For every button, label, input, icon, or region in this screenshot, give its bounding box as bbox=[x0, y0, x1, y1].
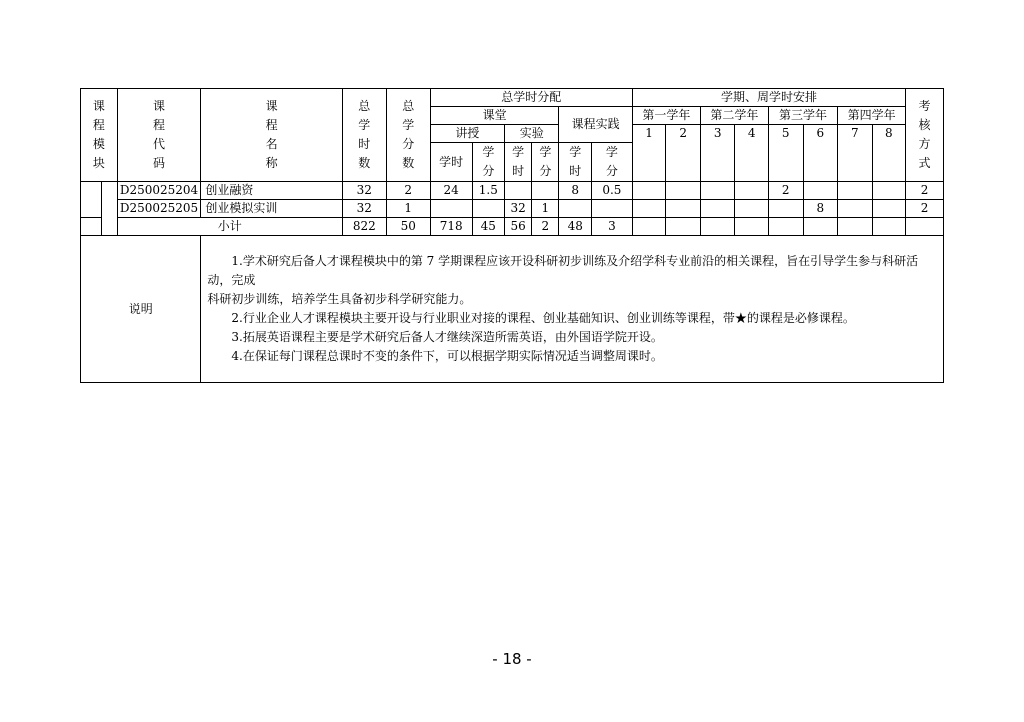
cell-sem-7 bbox=[838, 182, 873, 200]
header-lab: 实验 bbox=[505, 125, 559, 143]
cell-sem-2 bbox=[666, 200, 701, 218]
cell-lecture-hours: 24 bbox=[430, 182, 472, 200]
subtotal-sem-8 bbox=[872, 218, 906, 236]
subtotal-assessment bbox=[906, 218, 944, 236]
header-schedule: 学期、周学时安排 bbox=[632, 89, 905, 107]
header-practice-hours: 学 时 bbox=[559, 143, 591, 182]
subtotal-sem-2 bbox=[666, 218, 701, 236]
cell-total-credits: 1 bbox=[386, 200, 430, 218]
cell-sem-4 bbox=[735, 182, 769, 200]
header-year-1: 第一学年 bbox=[632, 107, 700, 125]
cell-total-hours: 32 bbox=[342, 182, 386, 200]
cell-sem-8 bbox=[872, 200, 906, 218]
note-line-1: 1.学术研究后备人才课程模块中的第 7 学期课程应该开设科研初步训练及介绍学科专业前沿的相关课程，旨在引导学生参与科研活动，完成 bbox=[207, 254, 919, 287]
module-cell-inner bbox=[101, 182, 117, 236]
note-line-4: 4.在保证每门课程总课时不变的条件下，可以根据学期实际情况适当调整周课时。 bbox=[231, 349, 663, 363]
header-year-2: 第二学年 bbox=[700, 107, 768, 125]
cell-sem-5: 2 bbox=[768, 182, 803, 200]
cell-sem-8 bbox=[872, 182, 906, 200]
course-code: D250025205 bbox=[117, 200, 201, 218]
header-year-4: 第四学年 bbox=[838, 107, 906, 125]
cell-sem-4 bbox=[735, 200, 769, 218]
header-semester-2: 2 bbox=[666, 125, 701, 182]
header-row-1 bbox=[81, 89, 944, 107]
header-semester-4: 4 bbox=[735, 125, 769, 182]
header-lab-hours: 学 时 bbox=[505, 143, 532, 182]
header-semester-7: 7 bbox=[838, 125, 873, 182]
cell-lab-hours: 32 bbox=[505, 200, 532, 218]
cell-practice-credits: 0.5 bbox=[591, 182, 632, 200]
curriculum-table bbox=[80, 88, 944, 383]
note-line-2: 2.行业企业人才课程模块主要开设与行业职业对接的课程、创业基础知识、创业训练等课程，带★的课程是必修课程。 bbox=[231, 311, 855, 325]
notes-row bbox=[81, 236, 944, 383]
subtotal-lab-credits: 2 bbox=[532, 218, 559, 236]
cell-total-credits: 2 bbox=[386, 182, 430, 200]
page-number: - 18 - bbox=[492, 650, 532, 668]
header-lecture: 讲授 bbox=[430, 125, 504, 143]
cell-lab-hours bbox=[505, 182, 532, 200]
subtotal-total-hours: 822 bbox=[342, 218, 386, 236]
subtotal-lecture-credits: 45 bbox=[472, 218, 504, 236]
cell-lab-credits: 1 bbox=[532, 200, 559, 218]
note-line-1-cont: 科研初步训练，培养学生具备初步科学研究能力。 bbox=[207, 292, 472, 306]
header-total-credits: 总 学 分 数 bbox=[386, 89, 430, 182]
cell-sem-7 bbox=[838, 200, 873, 218]
table-row bbox=[81, 182, 944, 200]
module-cell-outer bbox=[81, 182, 102, 218]
header-year-3: 第三学年 bbox=[768, 107, 837, 125]
subtotal-sem-4 bbox=[735, 218, 769, 236]
notes-label: 说明 bbox=[81, 236, 201, 383]
header-module: 课 程 模 块 bbox=[81, 89, 118, 182]
notes-content bbox=[201, 236, 944, 383]
subtotal-sem-5 bbox=[768, 218, 803, 236]
subtotal-practice-hours: 48 bbox=[559, 218, 591, 236]
cell-lecture-hours bbox=[430, 200, 472, 218]
cell-sem-1 bbox=[632, 200, 666, 218]
header-semester-3: 3 bbox=[700, 125, 735, 182]
header-lecture-hours: 学时 bbox=[430, 143, 472, 182]
header-practice: 课程实践 bbox=[559, 107, 632, 143]
header-semester-5: 5 bbox=[768, 125, 803, 182]
cell-sem-6: 8 bbox=[803, 200, 838, 218]
cell-sem-3 bbox=[700, 182, 735, 200]
cell-sem-5 bbox=[768, 200, 803, 218]
cell-assessment: 2 bbox=[906, 182, 944, 200]
header-lab-credits: 学 分 bbox=[532, 143, 559, 182]
subtotal-sem-3 bbox=[700, 218, 735, 236]
course-code: D250025204 bbox=[117, 182, 201, 200]
cell-total-hours: 32 bbox=[342, 200, 386, 218]
header-lecture-credits: 学 分 bbox=[472, 143, 504, 182]
subtotal-row bbox=[81, 218, 944, 236]
header-course-code: 课 程 代 码 bbox=[117, 89, 201, 182]
subtotal-total-credits: 50 bbox=[386, 218, 430, 236]
note-line-3: 3.拓展英语课程主要是学术研究后备人才继续深造所需英语，由外国语学院开设。 bbox=[231, 330, 663, 344]
cell-practice-hours: 8 bbox=[559, 182, 591, 200]
header-practice-credits: 学 分 bbox=[591, 143, 632, 182]
header-total-hours: 总 学 时 数 bbox=[342, 89, 386, 182]
cell-lecture-credits: 1.5 bbox=[472, 182, 504, 200]
subtotal-lecture-hours: 718 bbox=[430, 218, 472, 236]
subtotal-sem-1 bbox=[632, 218, 666, 236]
header-classroom: 课堂 bbox=[430, 107, 559, 125]
subtotal-lab-hours: 56 bbox=[505, 218, 532, 236]
course-name: 创业模拟实训 bbox=[201, 200, 342, 218]
subtotal-outer-spacer bbox=[81, 218, 102, 236]
table-row bbox=[81, 200, 944, 218]
header-semester-6: 6 bbox=[803, 125, 838, 182]
subtotal-label: 小计 bbox=[117, 218, 342, 236]
header-semester-8: 8 bbox=[872, 125, 906, 182]
cell-lecture-credits bbox=[472, 200, 504, 218]
cell-practice-hours bbox=[559, 200, 591, 218]
cell-lab-credits bbox=[532, 182, 559, 200]
subtotal-sem-7 bbox=[838, 218, 873, 236]
subtotal-sem-6 bbox=[803, 218, 838, 236]
header-assessment: 考 核 方 式 bbox=[906, 89, 944, 182]
header-course-name: 课 程 名 称 bbox=[201, 89, 342, 182]
cell-practice-credits bbox=[591, 200, 632, 218]
course-name: 创业融资 bbox=[201, 182, 342, 200]
cell-sem-6 bbox=[803, 182, 838, 200]
header-semester-1: 1 bbox=[632, 125, 666, 182]
cell-sem-1 bbox=[632, 182, 666, 200]
header-hours-distribution: 总学时分配 bbox=[430, 89, 632, 107]
cell-sem-3 bbox=[700, 200, 735, 218]
cell-sem-2 bbox=[666, 182, 701, 200]
subtotal-practice-credits: 3 bbox=[591, 218, 632, 236]
cell-assessment: 2 bbox=[906, 200, 944, 218]
